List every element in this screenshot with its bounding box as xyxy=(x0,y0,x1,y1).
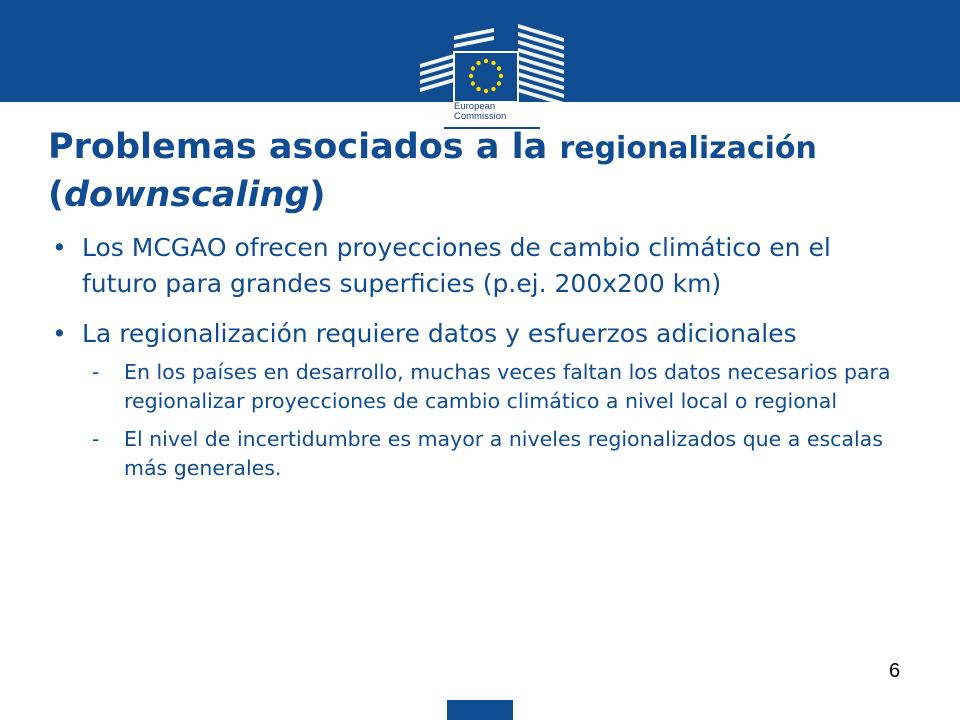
bullet-marker: • xyxy=(52,233,67,262)
sub-bullet-item xyxy=(82,358,912,415)
title-part4: ) xyxy=(309,175,326,215)
bullet-item xyxy=(52,316,912,482)
dash-marker: - xyxy=(92,427,100,451)
logo-line-european: European xyxy=(454,101,496,112)
sub-bullet-text: El nivel de incertidumbre es mayor a niveles regionalizados que a escalas más generales. xyxy=(124,427,883,480)
bullet-text: Los MCGAO ofrecen proyecciones de cambio climático en el futuro para grandes superficies (p.ej. 200x200 km) xyxy=(82,233,831,298)
european-commission-logo xyxy=(414,24,570,134)
logo-text xyxy=(454,102,506,122)
footer-tab xyxy=(447,700,513,720)
bullet-text: La regionalización requiere datos y esfuerzos adicionales xyxy=(82,319,797,348)
logo-line-commission: Commission xyxy=(454,111,507,122)
title-part3: ( xyxy=(48,175,64,215)
title-part2: regionalización xyxy=(559,131,817,166)
sub-bullet-text: En los países en desarrollo, muchas veces faltan los datos necesarios para regionalizar proyecciones de cambio climático a nivel local o regional xyxy=(124,360,891,413)
sub-bullet-list xyxy=(82,358,912,482)
bullet-list xyxy=(52,230,912,496)
bullet-marker: • xyxy=(52,319,67,348)
dash-marker: - xyxy=(92,360,100,384)
bullet-item xyxy=(52,230,912,302)
page-number: 6 xyxy=(889,660,901,682)
title-italic: downscaling xyxy=(64,175,310,215)
slide-title xyxy=(48,124,948,218)
sub-bullet-item xyxy=(82,425,912,482)
title-part1: Problemas asociados a la xyxy=(48,127,560,167)
